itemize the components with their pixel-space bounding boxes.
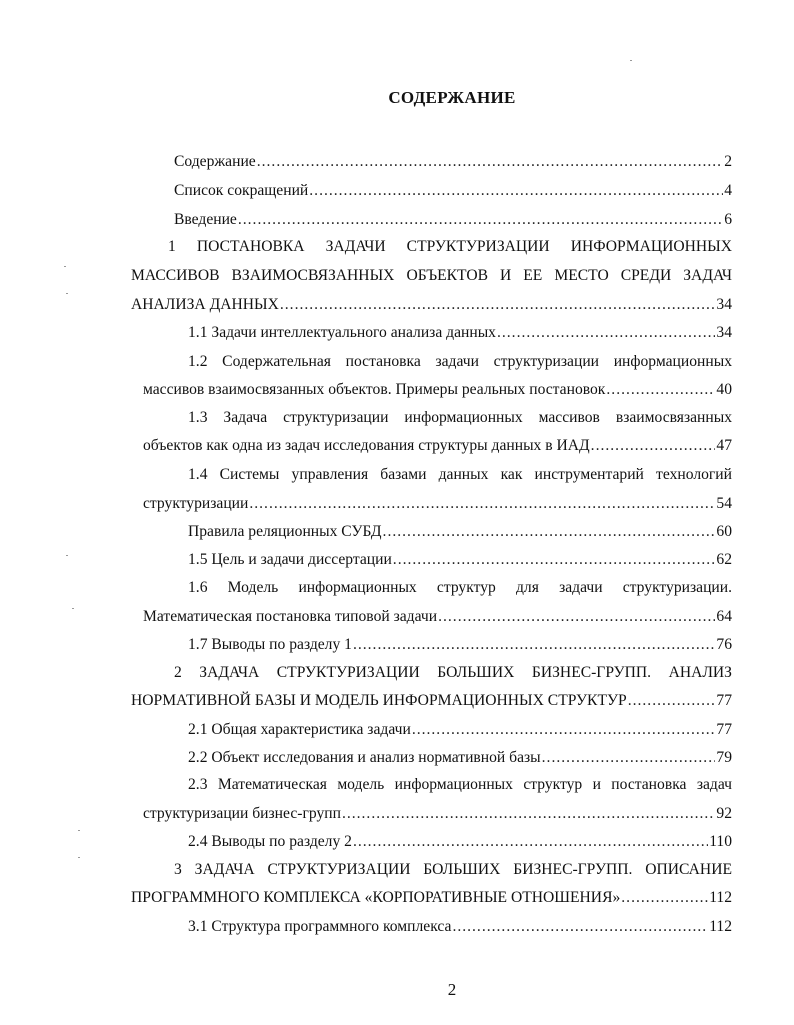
toc-leader-dots [606,379,715,401]
toc-leader-dots [257,151,723,173]
toc-page-number: 112 [709,889,732,906]
toc-page-number: 110 [709,833,732,850]
toc-entry-text: ПРОГРАММНОГО КОМПЛЕКСА «КОРПОРАТИВНЫЕ ОТНОШЕНИЯ» [131,889,621,906]
toc-page-number: 34 [716,324,732,341]
toc-page-number: 40 [716,381,732,398]
toc-page-number: 2 [724,153,732,170]
toc-entry-1-2-line-2[interactable] [143,379,732,401]
toc-page-number: 77 [716,721,732,738]
toc-chapter-2-line-1[interactable]: 2 ЗАДАЧА СТРУКТУРИЗАЦИИ БОЛЬШИХ БИЗНЕС-ГРУПП. АНАЛИЗ [174,664,732,681]
toc-entry-2-3-line-2[interactable] [143,803,732,825]
toc-entry-text: Введение [174,211,237,228]
toc-entry-2-2[interactable] [188,747,732,769]
toc-entry-1-5[interactable] [188,549,732,571]
toc-leader-dots [542,747,716,769]
toc-entry-abbreviations[interactable] [174,180,732,202]
toc-entry-text: АНАЛИЗА ДАННЫХ [131,296,279,313]
toc-entry-1-3-line-1[interactable]: 1.3 Задача структуризации информационных массивов взаимосвязанных [188,409,732,426]
toc-entry-1-4-line-2[interactable] [143,493,732,515]
toc-chapter-3-line-2[interactable] [131,887,732,909]
toc-entry-text: массивов взаимосвязанных объектов. Примеры реальных постановок [143,381,606,398]
scan-speck [72,608,74,609]
toc-page-number: 4 [724,182,732,199]
toc-entry-text: объектов как одна из задач исследования структуры данных в ИАД [143,437,590,454]
toc-entry-2-1[interactable] [188,719,732,741]
toc-leader-dots [412,719,716,741]
toc-entry-text: 2.2 Объект исследования и анализ нормативной базы [188,749,541,766]
toc-entry-3-1[interactable] [188,916,732,938]
toc-page-number: 34 [716,296,732,313]
toc-page-number: 77 [716,692,732,709]
toc-page-number: 6 [724,211,732,228]
toc-entry-text: структуризации бизнес-групп [143,805,341,822]
toc-entry-2-4[interactable] [188,831,732,853]
toc-entry-2-3-line-1[interactable]: 2.3 Математическая модель информационных структур и постановка задач [188,776,732,793]
toc-page-number: 54 [716,495,732,512]
toc-page-number: 92 [716,805,732,822]
toc-leader-dots [353,831,708,853]
page-title: СОДЕРЖАНИЕ [388,88,516,107]
toc-entry-contents[interactable] [174,151,732,173]
toc-page-number: 62 [716,551,732,568]
toc-entry-text: 3.1 Структура программного комплекса [188,918,452,935]
toc-chapter-1-line-1[interactable]: 1 ПОСТАНОВКА ЗАДАЧИ СТРУКТУРИЗАЦИИ ИНФОРМАЦИОННЫХ [168,238,732,255]
page-number: 2 [447,980,457,999]
toc-entry-text: 2.1 Общая характеристика задачи [188,721,411,738]
scan-speck [66,555,68,556]
scan-speck [78,857,80,858]
toc-entry-1-7[interactable] [188,634,732,656]
toc-entry-text: Содержание [174,153,256,170]
toc-entry-1-3-line-2[interactable] [143,435,732,457]
toc-entry-text: 2.4 Выводы по разделу 2 [188,833,352,850]
toc-leader-dots [628,690,716,712]
toc-chapter-1-line-2[interactable]: МАССИВОВ ВЗАИМОСВЯЗАННЫХ ОБЪЕКТОВ И ЕЕ МЕСТО СРЕДИ ЗАДАЧ [131,267,732,284]
toc-leader-dots [309,180,723,202]
toc-page-number: 76 [716,636,732,653]
toc-chapter-1-line-3[interactable] [131,294,732,316]
toc-entry-text: НОРМАТИВНОЙ БАЗЫ И МОДЕЛЬ ИНФОРМАЦИОННЫХ СТРУКТУР [131,692,627,709]
toc-entry-text: Список сокращений [174,182,309,199]
toc-leader-dots [342,803,715,825]
toc-entry-1-6-line-2[interactable] [143,606,732,628]
toc-entry-text: 1.1 Задачи интеллектуального анализа данных [188,324,496,341]
toc-leader-dots [249,493,715,515]
toc-entry-text: Математическая постановка типовой задачи [143,608,438,625]
toc-entry-introduction[interactable] [174,209,732,231]
toc-chapter-3-line-1[interactable]: 3 ЗАДАЧА СТРУКТУРИЗАЦИИ БОЛЬШИХ БИЗНЕС-ГРУПП. ОПИСАНИЕ [174,861,732,878]
toc-page-number: 60 [716,523,732,540]
toc-leader-dots [621,887,708,909]
scan-speck [64,266,66,267]
toc-leader-dots [353,634,715,656]
toc-entry-text: 1.5 Цель и задачи диссертации [188,551,392,568]
toc-leader-dots [238,209,723,231]
toc-leader-dots [438,606,715,628]
toc-entry-1-6-line-1[interactable]: 1.6 Модель информационных структур для задачи структуризации. [188,579,732,596]
toc-leader-dots [280,294,716,316]
toc-entry-text: 1.7 Выводы по разделу 1 [188,636,352,653]
toc-page-number: 112 [709,918,732,935]
toc-leader-dots [591,435,716,457]
toc-chapter-2-line-2[interactable] [131,690,732,712]
toc-entry-text: Правила реляционных СУБД [188,523,382,540]
scan-speck [630,60,632,61]
toc-leader-dots [452,916,708,938]
toc-leader-dots [497,322,715,344]
toc-entry-1-4-line-1[interactable]: 1.4 Системы управления базами данных как инструментарий технологий [188,466,732,483]
toc-entry-1-2-line-1[interactable]: 1.2 Содержательная постановка задачи структуризации информационных [188,353,732,370]
scan-speck [66,293,68,294]
toc-entry-relational-rules[interactable] [188,521,732,543]
toc-page-number: 47 [716,437,732,454]
toc-leader-dots [393,549,716,571]
toc-page-number: 64 [716,608,732,625]
toc-page-number: 79 [716,749,732,766]
toc-leader-dots [383,521,716,543]
scan-speck [78,830,80,831]
toc-entry-text: структуризации [143,495,249,512]
toc-entry-1-1[interactable] [188,322,732,344]
